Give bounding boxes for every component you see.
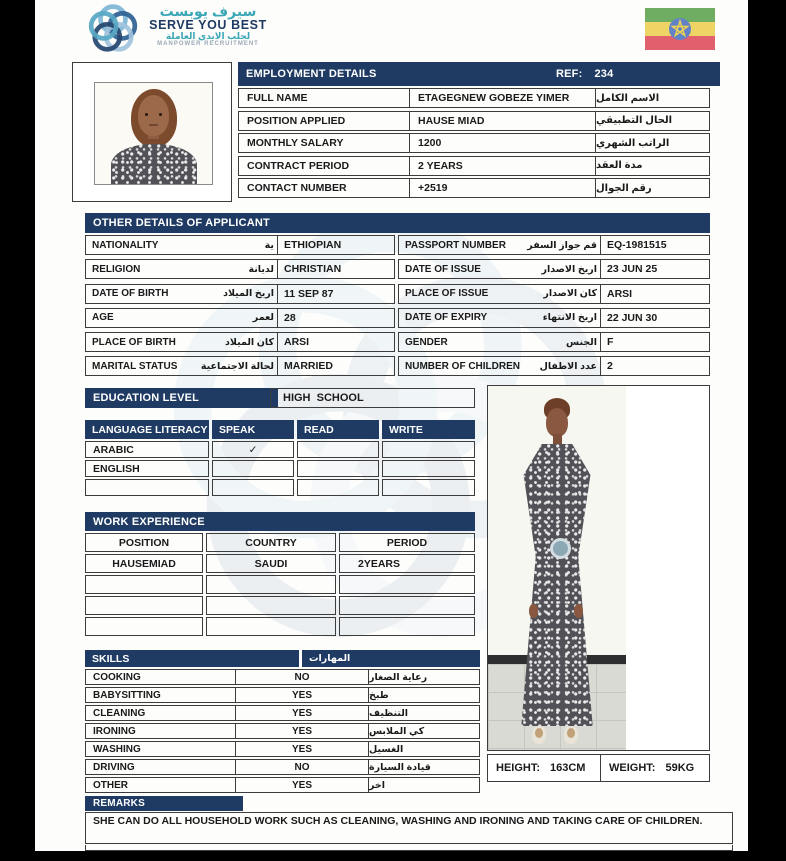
skill-label: WASHING bbox=[86, 742, 236, 756]
period-cell bbox=[339, 596, 475, 615]
work-experience-title: WORK EXPERIENCE bbox=[93, 515, 205, 528]
language-table bbox=[85, 441, 475, 496]
table-row bbox=[398, 308, 710, 328]
skill-arabic-label: رعاية الصغار bbox=[369, 671, 428, 683]
remarks-empty-row bbox=[85, 845, 733, 851]
language-name: ENGLISH bbox=[85, 460, 209, 477]
table-row bbox=[85, 479, 475, 496]
skills-table bbox=[85, 669, 480, 795]
work-experience-table bbox=[85, 533, 475, 636]
table-row bbox=[85, 669, 480, 685]
other-details-title: OTHER DETAILS OF APPLICANT bbox=[93, 217, 270, 229]
table-row bbox=[238, 156, 710, 176]
applicant-fullbody-photo bbox=[488, 386, 626, 750]
ref-value: 234 bbox=[594, 68, 614, 80]
field-label: FULL NAME bbox=[239, 89, 410, 107]
skill-label: IRONING bbox=[86, 724, 236, 738]
other-details-section-header bbox=[85, 213, 401, 233]
column-header: LANGUAGE LITERACY bbox=[85, 420, 209, 439]
field-arabic-label: ية bbox=[264, 239, 274, 251]
country-cell bbox=[206, 596, 336, 615]
field-label: CONTACT NUMBER bbox=[239, 179, 410, 197]
table-row bbox=[85, 259, 395, 279]
applicant-fullbody-photo-frame bbox=[487, 385, 710, 751]
field-arabic-label: الاسم الكامل bbox=[596, 92, 660, 104]
remarks-section-header bbox=[85, 796, 243, 811]
skill-label: COOKING bbox=[86, 670, 236, 684]
figure-dress bbox=[519, 444, 595, 726]
table-row bbox=[85, 460, 475, 477]
country-cell bbox=[206, 617, 336, 636]
field-arabic-label: اريخ الميلاد bbox=[223, 288, 274, 300]
column-header: READ bbox=[297, 420, 379, 439]
ref-label: REF: bbox=[556, 68, 583, 80]
brand-tagline: MANPOWER RECRUITMENT bbox=[157, 41, 259, 48]
table-row bbox=[85, 235, 395, 255]
work-experience-header-right bbox=[279, 512, 475, 531]
field-value: 23 JUN 25 bbox=[607, 263, 658, 276]
height-value: 163CM bbox=[550, 762, 586, 774]
write-cell bbox=[382, 479, 475, 496]
brand-arabic-tagline: لجلب الايدي العاملة bbox=[165, 30, 251, 41]
education-value: HIGH SCHOOL bbox=[270, 388, 475, 408]
field-label: PASSPORT NUMBER bbox=[405, 239, 506, 251]
table-row bbox=[85, 441, 475, 458]
brand-text-block bbox=[143, 4, 273, 48]
table-row bbox=[85, 596, 475, 615]
cv-page bbox=[35, 0, 748, 851]
applicant-portrait-photo bbox=[94, 82, 213, 185]
table-row bbox=[85, 332, 395, 352]
field-value: F bbox=[607, 336, 614, 349]
country-cell bbox=[206, 575, 336, 594]
read-cell bbox=[297, 460, 379, 477]
position-cell bbox=[85, 596, 203, 615]
field-arabic-label: الحال التطبيقي bbox=[596, 115, 673, 126]
period-cell: 2YEARS bbox=[339, 554, 475, 573]
column-header: PERIOD bbox=[339, 533, 475, 552]
field-value: 11 SEP 87 bbox=[284, 287, 334, 300]
field-value: ETHIOPIAN bbox=[284, 239, 342, 251]
table-row bbox=[85, 284, 395, 304]
employment-ref-header bbox=[546, 62, 720, 86]
education-label: EDUCATION LEVEL bbox=[93, 392, 200, 404]
field-arabic-label: الجنس bbox=[566, 336, 597, 348]
weight-label: WEIGHT: bbox=[609, 762, 656, 774]
figure-head bbox=[546, 408, 568, 437]
skill-value: NO bbox=[236, 760, 369, 774]
column-header: COUNTRY bbox=[206, 533, 336, 552]
table-row bbox=[85, 723, 480, 739]
field-value: 2 YEARS bbox=[410, 157, 596, 175]
remarks-title: REMARKS bbox=[93, 798, 145, 809]
field-arabic-label: رقم الجوال bbox=[596, 182, 652, 194]
other-details-header-right bbox=[396, 213, 710, 233]
weight-value: 59KG bbox=[665, 762, 695, 774]
position-cell bbox=[85, 575, 203, 594]
table-row bbox=[398, 259, 710, 279]
skill-arabic-label: الغسيل bbox=[369, 743, 404, 755]
write-cell bbox=[382, 441, 475, 458]
skill-label: CLEANING bbox=[86, 706, 236, 720]
skill-value: YES bbox=[236, 688, 369, 702]
field-arabic-label: مدة العقد bbox=[596, 160, 643, 171]
field-label: DATE OF BIRTH bbox=[92, 288, 169, 300]
field-arabic-label: كان الاصدار bbox=[543, 288, 597, 300]
remarks-text: SHE CAN DO ALL HOUSEHOLD WORK SUCH AS CLEANING, WASHING AND IRONING AND TAKING CARE OF CHILDREN. bbox=[85, 812, 733, 844]
skill-value: YES bbox=[236, 706, 369, 720]
table-row bbox=[85, 705, 480, 721]
table-row bbox=[238, 178, 710, 198]
column-header: SPEAK bbox=[212, 420, 294, 439]
field-label: GENDER bbox=[405, 336, 448, 348]
field-value: ARSI bbox=[607, 287, 633, 300]
table-row bbox=[238, 88, 710, 108]
skill-value: YES bbox=[236, 742, 369, 756]
height-cell bbox=[488, 755, 601, 781]
table-row bbox=[398, 332, 710, 352]
table-row bbox=[238, 133, 710, 153]
field-value: MARRIED bbox=[284, 360, 333, 373]
figure-right-sandal bbox=[564, 726, 578, 744]
field-label: RELIGION bbox=[92, 263, 141, 275]
field-arabic-label: الراتب الشهري bbox=[596, 137, 670, 149]
skill-value: YES bbox=[236, 724, 369, 738]
skill-arabic-label: التنظيف bbox=[369, 707, 409, 719]
field-label: PLACE OF BIRTH bbox=[92, 336, 176, 348]
table-row bbox=[85, 575, 475, 594]
ethiopia-flag-icon bbox=[645, 8, 715, 50]
skill-label: OTHER bbox=[86, 778, 236, 792]
employment-table bbox=[238, 88, 710, 201]
skills-section-header bbox=[85, 650, 480, 667]
applicant-portrait-photo-frame bbox=[72, 62, 232, 202]
speak-cell bbox=[212, 460, 294, 477]
field-arabic-label: لحالة الاجتماعية bbox=[200, 360, 274, 372]
skill-arabic-label: اخر bbox=[369, 779, 386, 791]
field-value: 22 JUN 30 bbox=[607, 311, 658, 324]
field-label: MARITAL STATUS bbox=[92, 360, 178, 372]
skill-arabic-label: طبخ bbox=[369, 689, 389, 701]
field-arabic-label: اريخ الانتهاء bbox=[542, 312, 597, 324]
figure-left-hand bbox=[529, 604, 538, 618]
field-label: PLACE OF ISSUE bbox=[405, 288, 489, 300]
field-value: 28 bbox=[284, 311, 296, 324]
measurements-row bbox=[487, 754, 710, 782]
table-row bbox=[85, 759, 480, 775]
skill-label: DRIVING bbox=[86, 760, 236, 774]
field-value: +2519 bbox=[410, 179, 596, 197]
field-label: NUMBER OF CHILDREN bbox=[405, 360, 520, 372]
field-value: ARSI bbox=[284, 336, 310, 349]
skill-arabic-label: كي الملابس bbox=[369, 725, 425, 737]
field-arabic-label: عدد الاطفال bbox=[539, 360, 597, 372]
portrait-top bbox=[111, 144, 197, 185]
field-label: DATE OF EXPIRY bbox=[405, 312, 488, 324]
table-row bbox=[85, 617, 475, 636]
table-row bbox=[85, 777, 480, 793]
language-table-header bbox=[85, 420, 475, 439]
other-details-right-table bbox=[398, 235, 710, 381]
field-label: CONTRACT PERIOD bbox=[239, 157, 410, 175]
speak-checkmark: ✓ bbox=[212, 441, 294, 458]
table-row bbox=[398, 284, 710, 304]
language-name bbox=[85, 479, 209, 496]
figure-right-hand bbox=[574, 604, 583, 618]
speak-cell bbox=[212, 479, 294, 496]
table-row bbox=[85, 687, 480, 703]
field-arabic-label: كان الميلاد bbox=[225, 336, 274, 348]
period-cell bbox=[339, 617, 475, 636]
table-row bbox=[398, 235, 710, 255]
portrait-face bbox=[138, 95, 169, 136]
skills-arabic-title: المهارات bbox=[302, 650, 480, 667]
figure-belt-buckle bbox=[550, 538, 571, 559]
field-value: ETAGEGNEW GOBEZE YIMER bbox=[410, 89, 596, 107]
read-cell bbox=[297, 441, 379, 458]
skill-arabic-label: قيادة السيارة bbox=[369, 761, 431, 773]
period-cell bbox=[339, 575, 475, 594]
work-experience-header bbox=[85, 512, 283, 531]
read-cell bbox=[297, 479, 379, 496]
employment-section-header bbox=[238, 62, 551, 86]
weight-cell bbox=[601, 755, 709, 781]
brand-name: SERVE YOU BEST bbox=[149, 17, 267, 32]
table-header-row bbox=[85, 533, 475, 552]
figure-left-sandal bbox=[532, 726, 546, 744]
field-value: 2 bbox=[607, 360, 613, 373]
field-arabic-label: اريخ الاصدار bbox=[541, 263, 597, 275]
field-value: CHRISTIAN bbox=[284, 263, 342, 276]
other-details-left-table bbox=[85, 235, 395, 381]
field-label: MONTHLY SALARY bbox=[239, 134, 410, 152]
position-cell: HAUSEMIAD bbox=[85, 554, 203, 573]
table-row bbox=[85, 308, 395, 328]
country-cell: SAUDI bbox=[206, 554, 336, 573]
field-value: 1200 bbox=[410, 134, 596, 152]
field-label: DATE OF ISSUE bbox=[405, 263, 481, 275]
table-row bbox=[85, 356, 395, 376]
field-arabic-label: قم جواز السفر bbox=[527, 239, 597, 251]
field-label: AGE bbox=[92, 312, 114, 324]
field-arabic-label: لعمر bbox=[252, 312, 274, 324]
height-label: HEIGHT: bbox=[496, 762, 540, 774]
table-row bbox=[85, 554, 475, 573]
column-header: WRITE bbox=[382, 420, 475, 439]
skill-label: BABYSITTING bbox=[86, 688, 236, 702]
education-level-header bbox=[85, 388, 278, 408]
field-value: HAUSE MIAD bbox=[410, 112, 596, 130]
field-label: NATIONALITY bbox=[92, 239, 159, 251]
field-value: EQ-1981515 bbox=[607, 239, 667, 251]
position-cell bbox=[85, 617, 203, 636]
table-row bbox=[85, 741, 480, 757]
table-row bbox=[238, 111, 710, 131]
agency-knot-logo-icon bbox=[87, 3, 139, 55]
skills-title: SKILLS bbox=[85, 650, 299, 667]
brand-arabic-name: سيرف يوبست bbox=[159, 3, 257, 19]
column-header: POSITION bbox=[85, 533, 203, 552]
write-cell bbox=[382, 460, 475, 477]
skill-value: NO bbox=[236, 670, 369, 684]
table-row bbox=[398, 356, 710, 376]
employment-title: EMPLOYMENT DETAILS bbox=[246, 68, 377, 80]
skill-value: YES bbox=[236, 778, 369, 792]
field-label: POSITION APPLIED bbox=[239, 112, 410, 130]
language-name: ARABIC bbox=[85, 441, 209, 458]
field-arabic-label: لديانة bbox=[248, 263, 274, 275]
